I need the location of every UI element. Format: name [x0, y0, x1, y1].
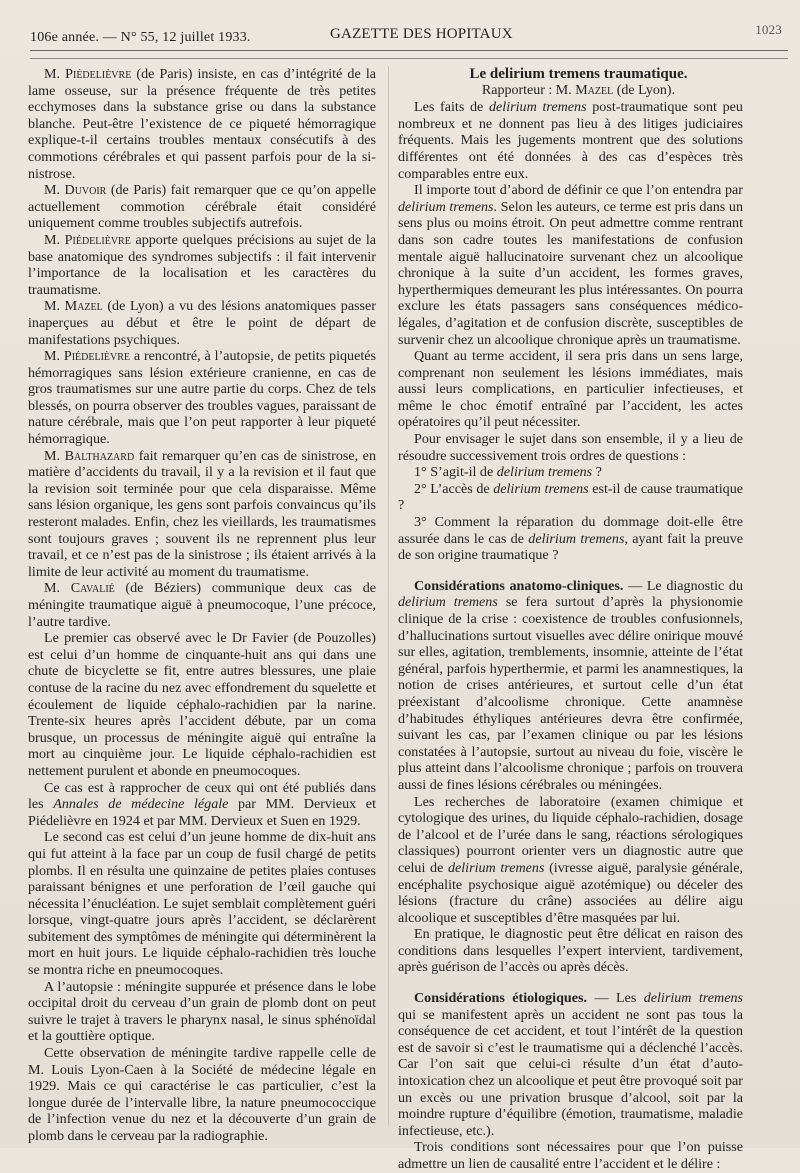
paragraph	[28, 780, 376, 830]
paragraph-text: a rencontré, à l’autopsie, de petits piquetés hémorragiques sans lésion extérieure cranienne, en cas de gros traumatismes sur une autre partie du corps. Chez de tels blessés, on pourra observer des troubles vagues, paraissant de nature cérébrale, mais que l’on peut rapporter à leur piqueté hémorragique.	[28, 348, 377, 448]
paragraph-text: (ivresse aiguë, paralysie générale, encéphalite psychosique aiguë azotémique) ou déceler des lésions (fracture du crâne) associées au délire aigu alcoolique et susceptibles d’être masquées par lui.	[398, 859, 743, 926]
paragraph	[398, 990, 743, 1139]
left-column	[28, 66, 376, 1145]
section-heading: Considérations anatomo-cliniques.	[414, 577, 624, 594]
rapporteur-name: M. Mazel	[555, 82, 614, 98]
paragraph: En pratique, le diagnostic peut être délicat en raison des conditions dans lesquelles l’expert intervient, tardivement, après guérison de l’accès ou après décès.	[398, 926, 743, 976]
paragraph	[28, 448, 376, 581]
term: delirium tremens	[528, 530, 625, 547]
paragraph-text: post-traumatique sont peu nombreux et ne donnent pas lieu à des litiges judiciaires fréquents. Mais les jugements montrent que des solutions différentes ont été données à des cas d’espèces très comparables entre eux.	[398, 99, 743, 182]
page-number: 1023	[755, 22, 782, 37]
paragraph: Cette observation de méningite tardive rappelle celle de M. Louis Lyon-Caen à la Société de médecine légale en 1929. Mais ce qui caractérise le cas particulier, c’est la longue durée de l’intervalle libre, la nature pneumococcique de l’infection venue du nez et la découverte d’un grain de plomb dans le cerveau par la radiographie.	[28, 1045, 376, 1144]
speaker-name: M. Piédelièvre	[44, 66, 132, 82]
page-header	[30, 22, 790, 52]
journal-title: GAZETTE DES HOPITAUX	[330, 26, 513, 42]
term: delirium tremens	[489, 99, 587, 116]
article-title: Le delirium tremens traumatique.	[469, 66, 688, 82]
speaker-name: M. Mazel	[44, 298, 103, 315]
speaker-name: M. Balthazard	[44, 447, 135, 464]
paragraph	[28, 298, 376, 348]
paragraph	[398, 794, 743, 927]
paragraph-text: Les recherches de laboratoire (examen chimique et cytologique des urines, du liquide céphalo-rachidien, dosage de l’alcool et de l’urée dans le sang, réactions sérologiques classiques) pourront orienter vers un diagnostic autre que celui de	[398, 793, 743, 876]
question-item	[398, 481, 743, 514]
term: delirium tremens	[496, 464, 593, 481]
paragraph-text: 1° S’agit-il de	[414, 464, 497, 481]
speaker-name: M. Cavalié	[44, 580, 115, 597]
speaker-name: M. Piédelièvre	[44, 231, 131, 248]
paragraph: Pour envisager le sujet dans son ensemble, il y a lieu de résoudre successivement trois ordres de questions :	[398, 431, 743, 464]
paragraph-text: fait remarquer qu’en cas de sinistrose, en matière d’accidents du travail, il y a la revision et il faut que la revision soit terminée pour que cela disparaisse. Même sans lésion organique, les gens sont parfois convaincus qu’ils resteront malades. Enfin, chez les vieillards, les traumatismes sont toujours graves ; souvent ils ne reprennent plus leur travail, et ce n’est pas de la sinistrose ; ils étaient arrivés à la limite de leur activité au moment du traumatisme.	[28, 447, 376, 580]
rapporteur-city: (de Lyon).	[613, 82, 676, 98]
paragraph-text: — Le diagnostic du	[623, 577, 743, 594]
paragraph-text: Il importe tout d’abord de définir ce que l’on entendra par	[414, 182, 743, 199]
paragraph-text: . Selon les auteurs, ce terme est pris dans un sens plus ou moins étroit. On peut admettre comme rentrant dans son cadre toutes les manifestations de confusion mentale aiguë hallucinatoire survenant chez un alcoolique chronique à la suite d’un accident, les formes graves, hyperthermiques demeurant les plus intéressantes. On pourra exclure les états passagers sans conséquences médico-légales, d’agitation et de confusion discrète, susceptibles de survenir chez un alcoolique chronique après un traumatisme.	[398, 198, 743, 348]
header-rule	[30, 50, 788, 51]
speaker-name: M. Piédelièvre	[44, 348, 131, 365]
paragraph	[28, 182, 376, 232]
term: delirium tremens	[398, 198, 494, 215]
term: delirium tremens	[643, 990, 743, 1007]
header-rule-secondary	[30, 58, 788, 59]
paragraph	[28, 66, 376, 182]
paragraph-text: se fera surtout d’après la physionomie clinique de la crise : coexistence de troubles confusionnels, d’hallucinations surtout visuelles avec délire onirique mouvé sur elles, agitation, tremblements, insomnie, atteinte de l’état général, parfois hyperthermie, et parmi les anamnestiques, la notion de crises antérieures, et surtout celle d’un état préexistant d’alcoolisme chronique. Cette anamnèse d’habitudes éthyliques antérieures devra être confirmée, suivant les cas, par l’examen clinique ou par les lésions constatées à l’autopsie, surtout au niveau du foie, viscère le plus atteint dans l’alcoolisme chronique ; parfois on trouvera aussi de fines lésions cérébrales ou méningées.	[398, 594, 743, 793]
issue-line: 106e année. — N° 55, 12 juillet 1933.	[30, 30, 251, 45]
paragraph	[28, 348, 376, 448]
paragraph: Quant au terme accident, il sera pris dans un sens large, comprenant non seulement les lésions immédiates, mais aussi leurs complications, en particulier infectieuses, et même le choc émotif entraîné par l’accident, les actes opératoires qu’il peut nécessiter.	[398, 348, 743, 431]
paragraph: Trois conditions sont nécessaires pour que l’on puisse admettre un lien de causalité entre l’accident et le délire :	[398, 1139, 743, 1172]
paragraph	[398, 182, 743, 348]
journal-reference: Annales de médecine légale	[53, 796, 229, 813]
column-divider	[388, 66, 389, 1126]
rapporteur-line	[398, 83, 743, 100]
paragraph-text: 2° L’accès de	[414, 480, 494, 497]
paragraph	[398, 578, 743, 794]
section-heading: Considérations étiologiques.	[414, 990, 588, 1007]
paragraph-text: (de Lyon) a vu des lésions anatomiques passer inaperçues au début et être le point de départ de manifestations psychiques.	[28, 298, 376, 348]
paragraph	[398, 99, 743, 182]
term: delirium tremens	[493, 480, 589, 497]
paragraph-text: Ce cas est à rapprocher de ceux qui ont été publiés dans les	[28, 779, 376, 813]
paragraph-text: Les faits de	[414, 99, 489, 116]
paragraph-text: par MM. Dervieux et Piédelièvre en 1924 et par MM. Dervieux et Suen en 1929.	[28, 796, 376, 829]
paragraph	[28, 580, 376, 630]
paragraph: Le second cas est celui d’un jeune homme de dix-huit ans qui fut atteint à la face par un coup de fusil chargé de petits plombs. Il en résulta une quinzaine de petites plaies contuses paraissant bénignes et une perforation de l’œil gauche qui nécessita l’énucléation. Le sujet semblait complètement guéri lorsque, vingt-quatre jours après l’accident, se déclarèrent subitement des symptômes de méningite qui déterminèrent la mort en huit jours. Le liquide céphalo-rachidien très louche se montra riche en pneumocoques.	[28, 829, 376, 979]
term: delirium tremens	[398, 594, 498, 611]
speaker-name: M. Duvoir	[44, 182, 107, 199]
paragraph-text: , ayant fait la preuve de son origine traumatique ?	[398, 530, 743, 564]
paragraph	[28, 232, 376, 298]
term: delirium tremens	[447, 859, 545, 876]
paragraph-text: (de Paris) insiste, en cas d’intégrité de la lame osseuse, sur la présence fréquente de très petites ecchymoses dans la substance grise ou dans la substance blanche. Peut-être l’existence de ce piqueté hémorragique explique-t-il certains troubles mentaux consécutifs à des commotions cérébrales et qui passent parfois pour de la si-nistrose.	[28, 66, 376, 182]
paragraph-text: 3° Comment la réparation du dommage doit-elle être assurée dans le cas de	[398, 514, 743, 547]
paragraph-text: (de Béziers) communique deux cas de méningite traumatique aiguë à pneumocoque, l’une précoce, l’autre tardive.	[28, 580, 376, 630]
paragraph-text: apporte quelques précisions au sujet de la base anatomique des syndromes subjectifs : il fait intervenir l’importance de la localisation et les caractères du traumatisme.	[28, 231, 376, 298]
question-item	[398, 514, 743, 564]
paragraph: Le premier cas observé avec le Dr Favier (de Pouzolles) est celui d’un homme de cinquante-huit ans qui dans une chute de bicyclette se fit, entre autres blessures, une plaie contuse de la racine du nez avec effondrement du squelette et écoulement de liquide céphalo-rachidien par la narine. Trente-six heures après l’accident débute, par un coma brusque, un processus de méningite aiguë qui entraîne la mort au cinquième jour. Le liquide céphalo-rachidien est nettement purulent et abonde en pneumocoques.	[28, 630, 376, 779]
rapporteur-label: Rapporteur :	[481, 82, 556, 98]
paragraph-text: qui se manifestent après un accident ne sont pas tous la conséquence de cet accident, et tout l’intérêt de la question est de savoir si c’est le traumatisme qui a déclenché l’accès. Car l’on sait que celui-ci résulte d’un état d’auto-intoxication chez un alcoolique et peut être provoqué soit par un excès ou une privation brusque d’alcool, soit par la moindre rupture d’équilibre (émotion, traumatisme, maladie infectieuse, etc.).	[398, 1006, 743, 1139]
paragraph-text: ?	[592, 464, 602, 481]
paragraph-text: (de Paris) fait remarquer que ce qu’on appelle actuellement commotion cérébrale était considéré uniquement comme troubles subjectifs autrefois.	[28, 182, 376, 232]
question-item	[398, 464, 743, 481]
right-column	[398, 66, 743, 1173]
paragraph-text: est-il de cause traumatique ?	[398, 480, 743, 514]
paragraph: A l’autopsie : méningite suppurée et présence dans le lobe occipital droit du cerveau d’un grain de plomb dont on peut suivre le trajet à travers le pharynx nasal, le sinus sphénoïdal et la gouttière optique.	[28, 978, 376, 1045]
paragraph-text: — Les	[587, 990, 644, 1007]
